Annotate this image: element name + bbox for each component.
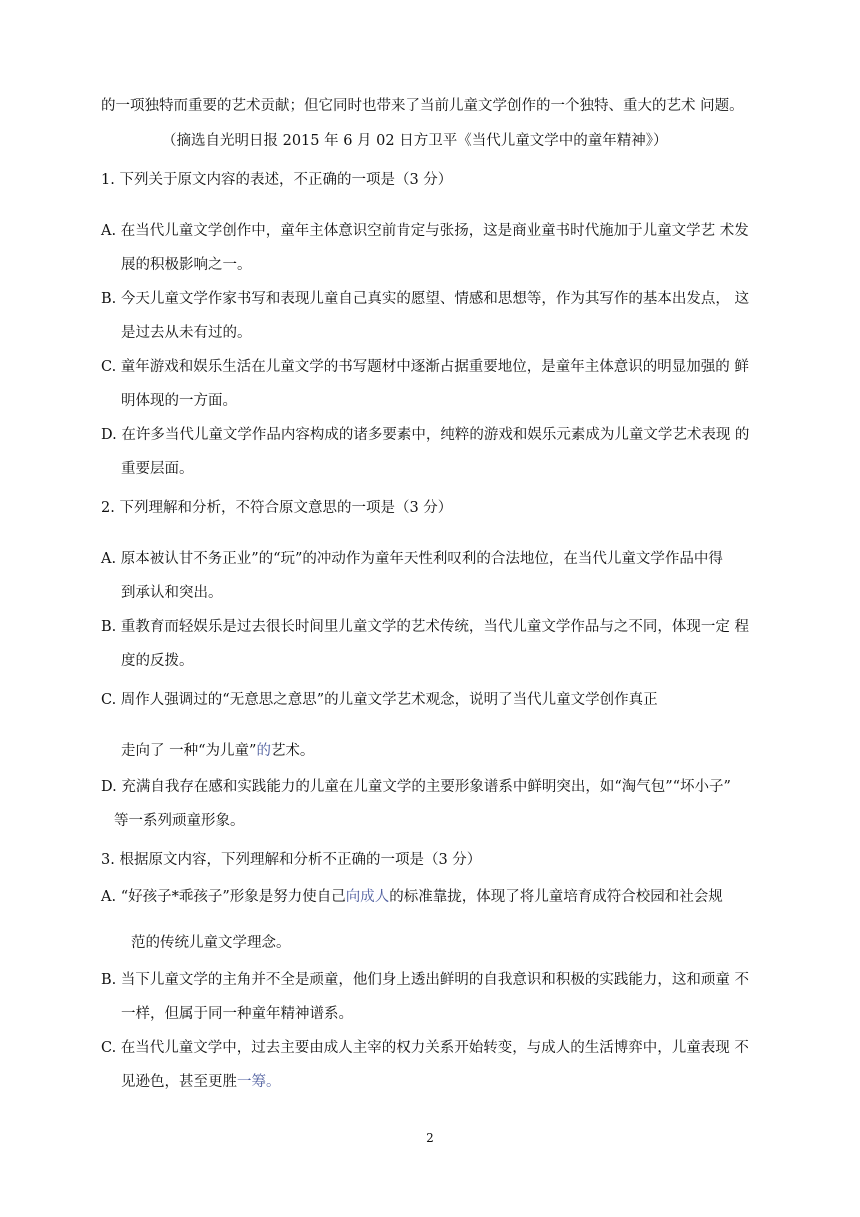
q2-option-c-line1: C. 周作人强调过的“无意思之意思”的儿童文学艺术观念，说明了当代儿童文学创作真正 [101,692,658,708]
q1-option-a-line2: 展的积极影响之一。 [121,257,252,273]
q2-c2-highlight: 的 [256,743,271,759]
q3-c2-highlight: 一筹。 [237,1074,281,1090]
q3-option-a-line1 [101,887,723,907]
source-citation: （摘选自光明日报 2015 年 6 月 02 日方卫平《当代儿童文学中的童年精神》） [162,133,668,149]
q3-a1-text: A. “好孩子*乖孩子”形象是努力使自己 [101,889,346,905]
q2-c2-text: 走向了 一种“为儿童” [121,743,257,759]
q2-option-d-line1: D. 充满自我存在感和实践能力的儿童在儿童文学的主要形象谱系中鲜明突出，如“淘气包”“坏小子” [101,779,731,795]
q2-option-c-line2 [121,741,314,761]
q2-option-b-line2: 度的反拨。 [121,653,194,669]
question-2-stem: 2. 下列理解和分析，不符合原文意思的一项是（3 分） [101,500,453,516]
q3-option-a-line2: 范的传统儿童文学理念。 [131,935,291,951]
q1-option-b-line2: 是过去从未有过的。 [121,325,252,341]
question-1-stem: 1. 下列关于原文内容的表述，不正确的一项是（3 分） [101,172,453,188]
intro-line: 的一项独特而重要的艺术贡献；但它同时也带来了当前儿童文学创作的一个独特、重大的艺术 问题。 [101,98,744,114]
q3-option-c-line2 [121,1072,281,1092]
page-number: 2 [426,1131,434,1145]
question-3-stem: 3. 根据原文内容，下列理解和分析不正确的一项是（3 分） [101,852,482,868]
q3-c2-text: 见逊色，甚至更胜 [121,1074,237,1090]
q1-option-d-line2: 重要层面。 [121,461,194,477]
q3-option-c-line1: C. 在当代儿童文学中，过去主要由成人主宰的权力关系开始转变，与成人的生活博弈中，儿童表现 不 [101,1040,749,1056]
q3-a1-text-end: 的标准靠拢，体现了将儿童培育成符合校园和社会规 [389,889,723,905]
q1-option-c-line1: C. 童年游戏和娱乐生活在儿童文学的书写题材中逐渐占据重要地位，是童年主体意识的明显加强的 鲜 [101,359,749,375]
q2-c2-text-end: 艺术。 [270,743,315,759]
q2-option-d-line2: 等一系列顽童形象。 [114,813,245,829]
q1-option-d-line1: D. 在许多当代儿童文学作品内容构成的诸多要素中，纯粹的游戏和娱乐元素成为儿童文学艺术表现 的 [101,427,750,443]
q1-option-c-line2: 明体现的一方面。 [121,393,237,409]
q2-option-a-line2: 到承认和突出。 [121,585,223,601]
q3-a1-highlight: 向成人 [345,889,390,905]
q2-option-b-line1: B. 重教育而轻娱乐是过去很长时间里儿童文学的艺术传统，当代儿童文学作品与之不同，体现一定 程 [101,619,749,635]
q3-option-b-line1: B. 当下儿童文学的主角并不全是顽童，他们身上透出鲜明的自我意识和积极的实践能力，这和顽童 不 [101,972,749,988]
q1-option-b-line1: B. 今天儿童文学作家书写和表现儿童自己真实的愿望、情感和思想等，作为其写作的基本出发点， 这 [101,291,749,307]
q2-option-a-line1: A. 原本被认甘不务正业”的“玩”的冲动作为童年天性利叹利的合法地位，在当代儿童文学作品中得 [101,551,723,567]
q3-option-b-line2: 一样，但属于同一种童年精神谱系。 [121,1006,353,1022]
q1-option-a-line1: A. 在当代儿童文学创作中，童年主体意识空前肯定与张扬，这是商业童书时代施加于儿童文学艺 术发 [101,223,749,239]
